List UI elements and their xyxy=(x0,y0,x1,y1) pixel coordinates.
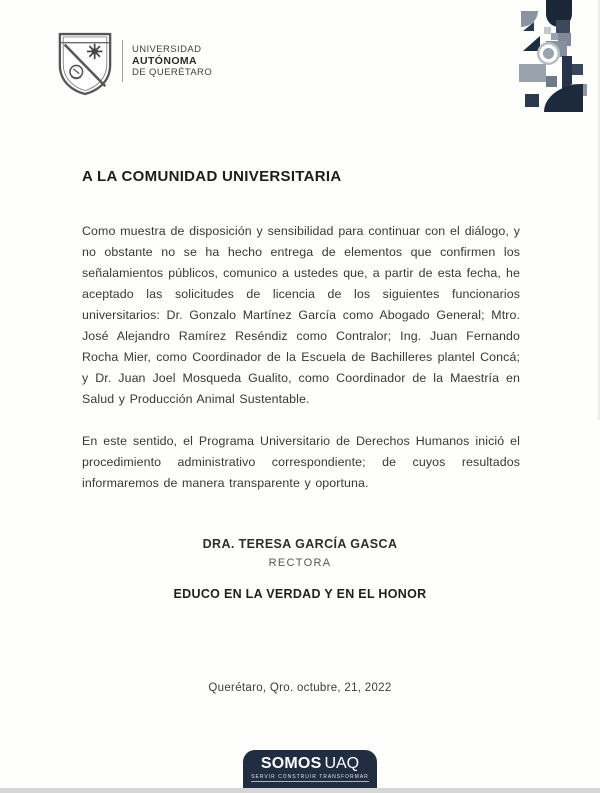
university-name-line3: DE QUERÉTARO xyxy=(132,67,213,78)
letter-body xyxy=(82,221,520,515)
page-scan-edge-bottom xyxy=(0,788,600,793)
letter-heading: A LA COMUNIDAD UNIVERSITARIA xyxy=(82,168,342,185)
university-name-line2: AUTÓNOMA xyxy=(132,54,198,67)
signature-name: DRA. TERESA GARCÍA GASCA xyxy=(202,537,398,551)
somos-label: SOMOS xyxy=(260,754,322,772)
university-name-line1: UNIVERSIDAD xyxy=(132,44,202,55)
letter-paragraph-1: Como muestra de disposición y sensibilidad para continuar con el diálogo, y no obstante no se ha hecho entrega de elementos que confirmen los señalamientos públicos, comunico a ustedes que, a partir de esta fecha, he aceptado las solicitudes de licencia de los siguientes funcionarios universitarios: Dr. Gonzalo Martínez García como Abogado General; Mtro. José Alejandro Ramírez Reséndiz como Contralor; Ing. Juan Fernando Rocha Mier, como Coordinador de la Escuela de Bachilleres plantel Concá; y Dr. Juan Joel Mosqueda Gualito, como Coordinador de la Maestría en Salud y Producción Animal Sustentable. xyxy=(82,224,520,406)
logo-divider xyxy=(122,40,123,82)
footer-tagline: SERVIR CONSTRUIR TRANSFORMAR xyxy=(251,774,369,783)
uaq-label: UAQ xyxy=(324,754,360,772)
deco-quarter-circle-large xyxy=(544,84,583,112)
somos-uaq-banner xyxy=(243,750,377,788)
deco-square xyxy=(572,64,583,75)
letter-paragraph-2: En este sentido, el Programa Universitario de Derechos Humanos inició el procedimiento administrativo correspondiente; de cuyos resultados informaremos de manera transparente y oportuna. xyxy=(82,434,520,490)
dateline: Querétaro, Qro. octubre, 21, 2022 xyxy=(208,682,392,694)
signature-role: RECTORA xyxy=(268,557,332,569)
uaq-crest-icon xyxy=(56,32,114,96)
university-wordmark xyxy=(132,44,212,79)
signature-block xyxy=(0,537,600,601)
deco-mosaic-pattern xyxy=(513,0,600,115)
deco-square xyxy=(546,76,557,87)
somos-uaq-wordmark xyxy=(261,756,359,772)
deco-square xyxy=(544,27,551,34)
deco-square xyxy=(525,94,539,107)
deco-square xyxy=(556,20,570,33)
deco-quarter-circle xyxy=(521,11,538,27)
deco-square xyxy=(551,33,558,40)
deco-donut-circle xyxy=(537,42,560,65)
deco-square xyxy=(519,64,546,82)
university-motto: EDUCO EN LA VERDAD Y EN EL HONOR xyxy=(173,587,427,601)
